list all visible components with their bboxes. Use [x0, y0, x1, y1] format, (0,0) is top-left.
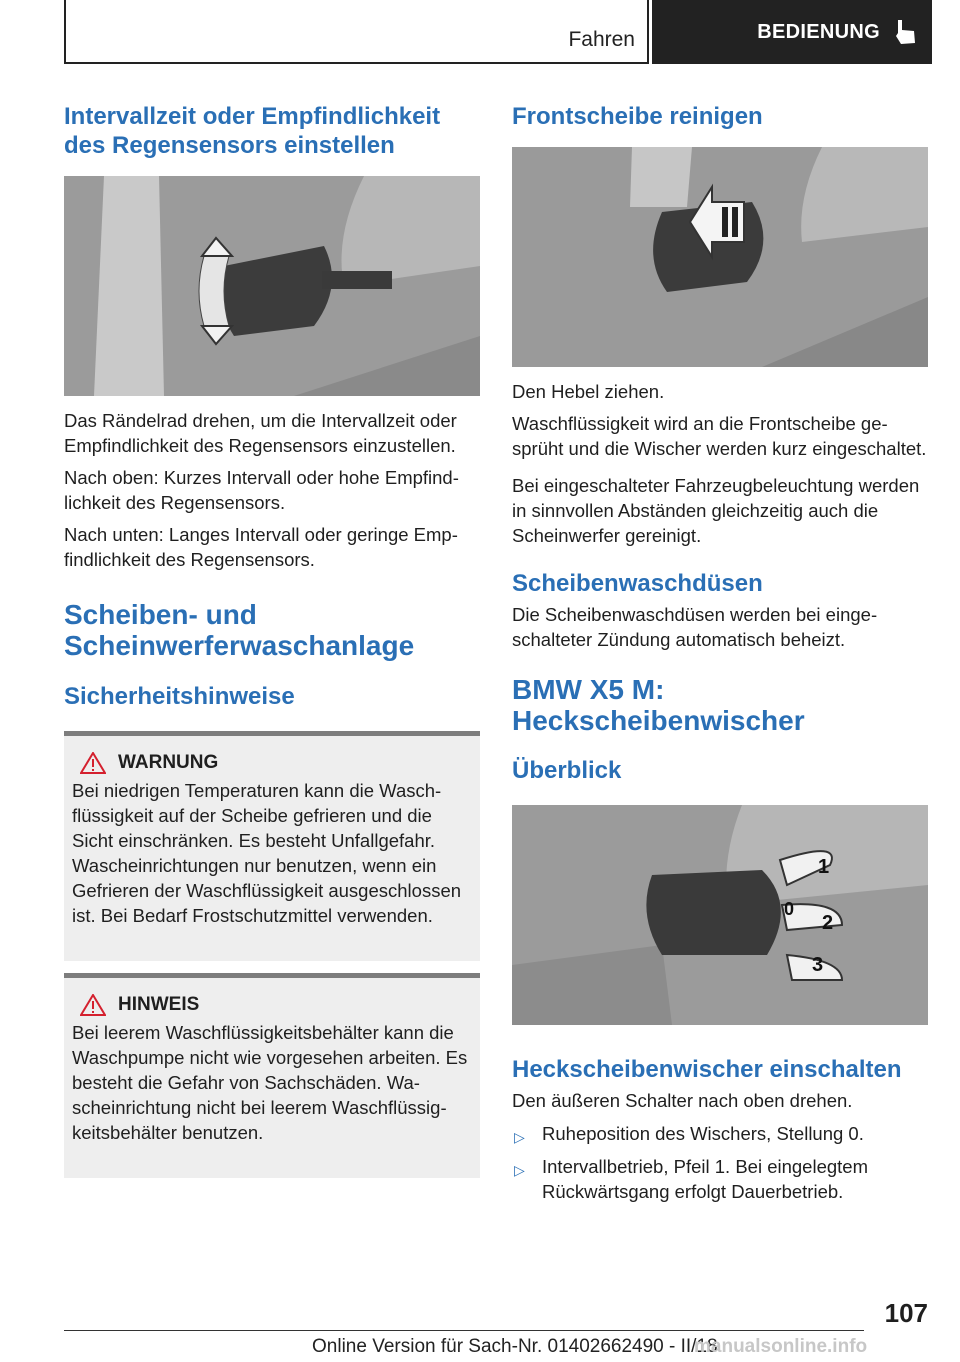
footer-online-version: Online Version für Sach-Nr. 01402662490 - II/18	[312, 1336, 718, 1357]
figure-rain-sensor-wheel	[64, 176, 480, 396]
paragraph-front-1: Den Hebel ziehen.	[512, 381, 665, 402]
figure-pull-lever	[512, 147, 928, 367]
heading-bmw-x5m: BMW X5 M: Heckscheibenwischer	[512, 674, 805, 736]
warning-triangle-icon	[80, 752, 106, 774]
warning-box	[64, 731, 480, 961]
hint-box	[64, 973, 480, 1178]
heading-sicherheit: Sicherheitshinweise	[64, 683, 295, 710]
paragraph-front-2: Waschflüssigkeit wird an die Frontscheibe gesprüht und die Wischer werden kurz eingeschaltet.	[512, 413, 927, 459]
triangle-bullet-icon: ▷	[514, 1162, 525, 1178]
left-column	[64, 100, 480, 1178]
paragraph-intervall-2: Nach oben: Kurzes Intervall oder hohe Empfindlichkeit des Regensensors.	[64, 467, 459, 513]
heading-frontscheibe: Frontscheibe reinigen	[512, 103, 763, 130]
figure-rear-wiper	[512, 805, 928, 1025]
heading-waschduesen: Scheibenwaschdüsen	[512, 570, 763, 597]
hint-triangle-icon	[80, 994, 106, 1016]
wiper-label-1: 1	[818, 856, 830, 878]
triangle-bullet-icon: ▷	[514, 1129, 525, 1145]
wiper-label-3: 3	[812, 954, 824, 976]
wiper-label-2: 2	[822, 912, 834, 934]
list-item: ▷ Intervallbetrieb, Pfeil 1. Bei eingelegtem Rückwärtsgang erfolgt Dauerbetrieb.	[514, 1156, 868, 1202]
heading-heckwischer-einschalten: Heckscheibenwischer einschalten	[512, 1056, 902, 1083]
heading-scheiben: Scheiben- und Scheinwerferwaschanlage	[64, 599, 415, 661]
section-label: BEDIENUNG	[757, 20, 880, 43]
list-item: ▷ Ruheposition des Wischers, Stellung 0.	[512, 1121, 928, 1146]
heading-ueberblick: Überblick	[512, 757, 622, 784]
hint-title: HINWEIS	[118, 994, 200, 1015]
footer-divider	[64, 1330, 864, 1331]
warning-title: WARNUNG	[118, 752, 219, 773]
warning-text: Bei niedrigen Temperaturen kann die Waschflüssigkeit auf der Scheibe gefrieren und die Sicht einschränken. Es besteht Unfallgefahr. Wascheinrichtungen nur benutzen, wenn ein Gefrieren der Waschflüssigkeit ausgeschlossen ist. Bei Bedarf Frostschutzmittel verwenden.	[72, 780, 462, 926]
heading-intervall: Intervallzeit oder Empfindlichkeit des Regensensors einstellen	[64, 103, 441, 159]
paragraph-einschalten: Den äußeren Schalter nach oben drehen.	[512, 1090, 853, 1111]
header-section-tab	[652, 0, 932, 64]
paragraph-front-3: Bei eingeschalteter Fahrzeugbeleuchtung werden in sinnvollen Abständen gleichzeitig auch die Scheinwerfer gereinigt.	[512, 475, 920, 546]
right-column	[512, 100, 928, 1204]
header-chapter-tab	[64, 0, 649, 64]
page-number: 107	[884, 1298, 928, 1328]
watermark-text: manualsonline.info	[694, 1336, 868, 1357]
chapter-label: Fahren	[568, 28, 635, 51]
bullet-list	[512, 1121, 928, 1204]
hint-text: Bei leerem Waschflüssigkeitsbehälter kann die Waschpumpe nicht wie vorgesehen arbeiten. Es besteht die Gefahr von Sachschäden. Wascheinrichtung nicht bei leerem Waschflüssigkeitsbehälter benutzen.	[72, 1022, 468, 1143]
paragraph-duesen: Die Scheibenwaschdüsen werden bei eingeschalteter Zündung automatisch beheizt.	[512, 604, 878, 650]
paragraph-intervall-1: Das Rändelrad drehen, um die Intervallzeit oder Empfindlichkeit des Regensensors einzustellen.	[64, 410, 457, 456]
paragraph-intervall-3: Nach unten: Langes Intervall oder geringe Empfindlichkeit des Regensensors.	[64, 524, 458, 570]
wiper-label-0: 0	[784, 899, 795, 919]
pointing-hand-icon	[892, 17, 918, 47]
